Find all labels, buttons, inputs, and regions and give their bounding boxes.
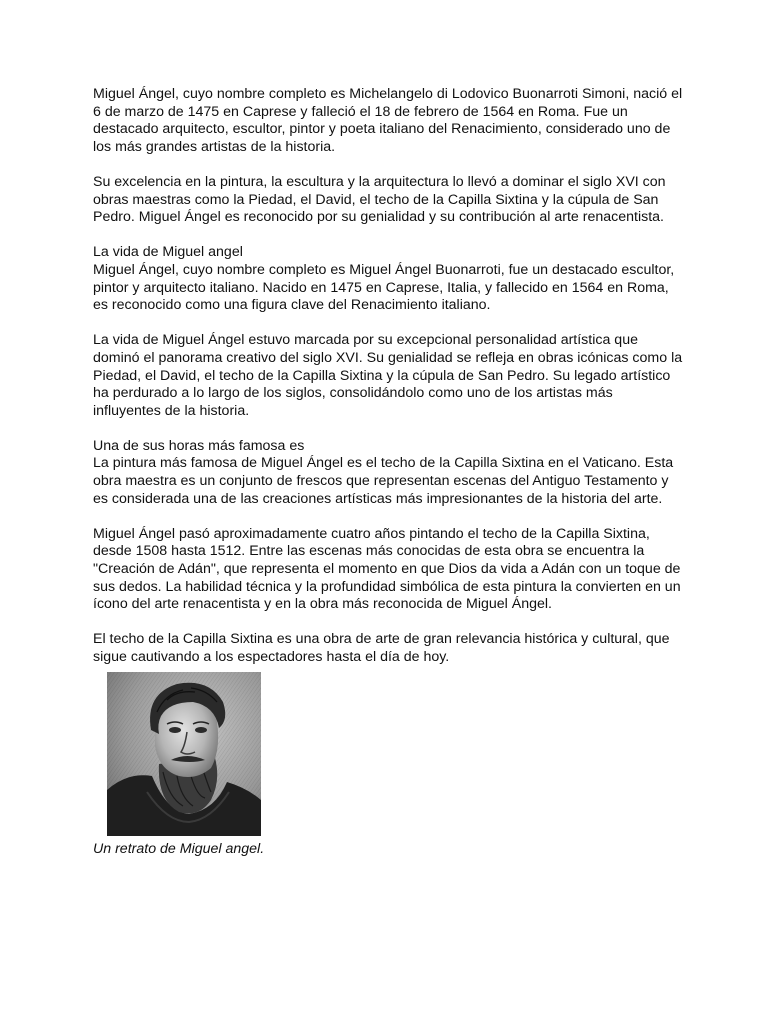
obra-paragraph-3: El techo de la Capilla Sixtina es una obra de arte de gran relevancia histórica y cultural, que sigue cautivando a los espectadores hasta el día de hoy. [93, 631, 670, 665]
section-heading-obra: Una de sus horas más famosa es [93, 437, 305, 454]
figure-caption: Un retrato de Miguel angel. [93, 841, 265, 857]
section-heading-vida: La vida de Miguel angel [93, 244, 243, 261]
obra-paragraph-1: La pintura más famosa de Miguel Ángel es el techo de la Capilla Sixtina en el Vaticano. Esta obra maestra es un conjunto de frescos que representan escenas del Antiguo Testamento y es considerada una de las creaciones artísticas más impresionantes de la historia del arte. [93, 455, 674, 507]
portrait-image [107, 672, 261, 836]
intro-paragraph-1: Miguel Ángel, cuyo nombre completo es Michelangelo di Lodovico Buonarroti Simoni, nació el 6 de marzo de 1475 en Caprese y falleció el 18 de febrero de 1564 en Roma. Fue un destacado arquitecto, escultor, pintor y poeta italiano del Renacimiento, considerado uno de los más grandes artistas de la historia. [93, 86, 683, 155]
vida-paragraph-2: La vida de Miguel Ángel estuvo marcada por su excepcional personalidad artística que dominó el panorama creativo del siglo XVI. Su genialidad se refleja en obras icónicas como la Piedad, el David, el techo de la Capilla Sixtina y la cúpula de San Pedro. Su legado artístico ha perdurado a lo largo de los siglos, consolidándolo como uno de los artistas más influyentes de la historia. [93, 332, 683, 419]
intro-paragraph-2: Su excelencia en la pintura, la escultura y la arquitectura lo llevó a dominar el siglo XVI con obras maestras como la Piedad, el David, el techo de la Capilla Sixtina y la cúpula de San Pedro. Miguel Ángel es reconocido por su genialidad y su contribución al arte renacentista. [93, 173, 666, 226]
vida-paragraph-1: Miguel Ángel, cuyo nombre completo es Miguel Ángel Buonarroti, fue un destacado escultor, pintor y arquitecto italiano. Nacido en 1475 en Caprese, Italia, y fallecido en 1564 en Roma, es reconocido como una figura clave del Renacimiento italiano. [93, 261, 675, 314]
obra-paragraph-2: Miguel Ángel pasó aproximadamente cuatro años pintando el techo de la Capilla Sixtina, desde 1508 hasta 1512. Entre las escenas más conocidas de esta obra se encuentra la "Creación de Adán", que representa el momento en que Dios da vida a Adán con un toque de sus dedos. La habilidad técnica y la profundidad simbólica de esta pintura la convierten en un ícono del arte renacentista y en la obra más reconocida de Miguel Ángel. [93, 525, 681, 613]
portrait-figure [107, 672, 261, 836]
document-body [93, 86, 683, 684]
